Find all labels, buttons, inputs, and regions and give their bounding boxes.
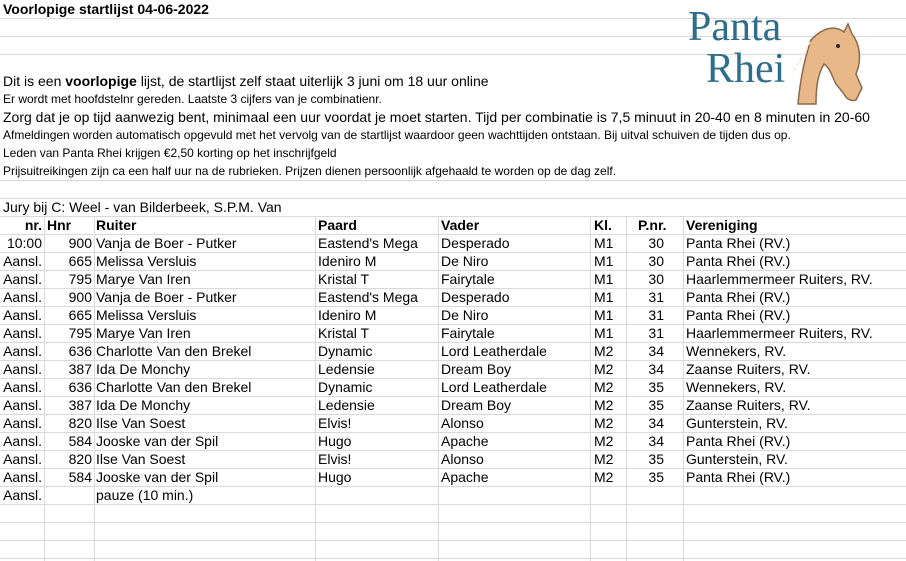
cell-hnr: 900 xyxy=(68,235,92,251)
cell-pnr: 31 xyxy=(648,325,664,341)
cell-nr: Aansl. xyxy=(3,397,42,413)
cell-vader: Desperado xyxy=(441,235,510,251)
cell-kl: M1 xyxy=(594,253,614,269)
cell-vader: Fairytale xyxy=(441,271,495,287)
cell-kl: M1 xyxy=(594,325,614,341)
cell-pnr: 34 xyxy=(648,415,664,431)
cell-kl: M2 xyxy=(594,361,614,377)
cell-nr: Aansl. xyxy=(3,343,42,359)
cell-paard: Elvis! xyxy=(318,415,352,431)
cell-vereniging: Wennekers, RV. xyxy=(686,379,787,395)
cell-vereniging: Zaanse Ruiters, RV. xyxy=(686,361,811,377)
cell-ruiter: Ida De Monchy xyxy=(96,361,191,377)
panta-rhei-logo xyxy=(686,0,886,112)
cell-ruiter: Ilse Van Soest xyxy=(96,451,186,467)
cell-nr: Aansl. xyxy=(3,433,42,449)
header-kl: Kl. xyxy=(594,217,612,233)
cell-ruiter: Jooske van der Spil xyxy=(96,433,219,449)
cell-kl: M2 xyxy=(594,343,614,359)
cell-ruiter: Melissa Versluis xyxy=(96,307,197,323)
cell-kl: M1 xyxy=(594,271,614,287)
cell-vader: De Niro xyxy=(441,307,489,323)
cell-hnr: 795 xyxy=(68,271,92,287)
cell-pnr: 35 xyxy=(648,451,664,467)
cell-vereniging: Wennekers, RV. xyxy=(686,343,787,359)
cell-pnr: 34 xyxy=(648,343,664,359)
cell-nr: Aansl. xyxy=(3,469,42,485)
cell-vereniging: Panta Rhei (RV.) xyxy=(686,253,791,269)
cell-nr: Aansl. xyxy=(3,361,42,377)
cell-paard: Eastend's Mega xyxy=(318,289,418,305)
cell-nr: Aansl. xyxy=(3,325,42,341)
cell-pnr: 31 xyxy=(648,289,664,305)
cell-kl: M2 xyxy=(594,379,614,395)
cell-hnr: 820 xyxy=(68,415,92,431)
jury-line: Jury bij C: Weel - van Bilderbeek, S.P.M. Van xyxy=(3,199,282,215)
cell-kl: M2 xyxy=(594,433,614,449)
header-vader: Vader xyxy=(441,217,480,233)
cell-ruiter: Charlotte Van den Brekel xyxy=(96,379,252,395)
intro-line-4: Afmeldingen worden automatisch opgevuld met het vervolg van de startlijst waardoor geen wachttijden ontstaan. Bij uitval schuiven de tijden dus op. xyxy=(3,128,791,142)
cell-hnr: 665 xyxy=(68,307,92,323)
cell-ruiter: Marye Van Iren xyxy=(96,325,191,341)
cell-pnr: 35 xyxy=(648,469,664,485)
cell-paard: Hugo xyxy=(318,433,352,449)
cell-vader: De Niro xyxy=(441,253,489,269)
cell-hnr: 665 xyxy=(68,253,92,269)
cell-kl: M1 xyxy=(594,235,614,251)
cell-kl: M1 xyxy=(594,289,614,305)
header-nr: nr. xyxy=(24,217,42,233)
cell-pnr: 30 xyxy=(648,271,664,287)
cell-paard: Eastend's Mega xyxy=(318,235,418,251)
cell-ruiter: Melissa Versluis xyxy=(96,253,197,269)
cell-ruiter: Jooske van der Spil xyxy=(96,469,219,485)
cell-vereniging: Gunterstein, RV. xyxy=(686,451,788,467)
cell-nr: Aansl. xyxy=(3,271,42,287)
logo-text-line1: Panta xyxy=(688,4,782,50)
cell-ruiter: Ida De Monchy xyxy=(96,397,191,413)
logo-text-line2: Rhei xyxy=(706,46,786,92)
cell-paard: Ideniro M xyxy=(318,307,377,323)
cell-nr: Aansl. xyxy=(3,307,42,323)
header-vereniging: Vereniging xyxy=(686,217,758,233)
cell-pnr: 35 xyxy=(648,397,664,413)
cell-vader: Alonso xyxy=(441,415,484,431)
cell-hnr: 387 xyxy=(68,397,92,413)
cell-ruiter: pauze (10 min.) xyxy=(96,487,194,503)
cell-nr: Aansl. xyxy=(3,415,42,431)
cell-vereniging: Gunterstein, RV. xyxy=(686,415,788,431)
cell-paard: Dynamic xyxy=(318,343,373,359)
cell-vader: Apache xyxy=(441,469,489,485)
cell-paard: Elvis! xyxy=(318,451,352,467)
cell-paard: Hugo xyxy=(318,469,352,485)
cell-nr: Aansl. xyxy=(3,487,42,503)
cell-paard: Kristal T xyxy=(318,325,370,341)
header-ruiter: Ruiter xyxy=(96,217,137,233)
cell-kl: M2 xyxy=(594,397,614,413)
cell-ruiter: Vanja de Boer - Putker xyxy=(96,235,237,251)
cell-hnr: 795 xyxy=(68,325,92,341)
cell-hnr: 636 xyxy=(68,343,92,359)
cell-ruiter: Marye Van Iren xyxy=(96,271,191,287)
cell-pnr: 30 xyxy=(648,253,664,269)
cell-vereniging: Panta Rhei (RV.) xyxy=(686,469,791,485)
cell-vader: Apache xyxy=(441,433,489,449)
cell-vereniging: Panta Rhei (RV.) xyxy=(686,235,791,251)
cell-pnr: 34 xyxy=(648,361,664,377)
cell-vader: Lord Leatherdale xyxy=(441,379,547,395)
cell-pnr: 30 xyxy=(648,235,664,251)
cell-hnr: 636 xyxy=(68,379,92,395)
page-title: Voorlopige startlijst 04-06-2022 xyxy=(3,1,209,17)
cell-vereniging: Haarlemmermeer Ruiters, RV. xyxy=(686,325,873,341)
cell-pnr: 35 xyxy=(648,379,664,395)
cell-ruiter: Charlotte Van den Brekel xyxy=(96,343,252,359)
cell-vereniging: Panta Rhei (RV.) xyxy=(686,433,791,449)
cell-pnr: 34 xyxy=(648,433,664,449)
cell-vereniging: Zaanse Ruiters, RV. xyxy=(686,397,811,413)
cell-pnr: 31 xyxy=(648,307,664,323)
intro-line-1: Dit is een voorlopige lijst, de startlijst zelf staat uiterlijk 3 juni om 18 uur online xyxy=(3,73,489,89)
cell-vereniging: Haarlemmermeer Ruiters, RV. xyxy=(686,271,873,287)
cell-hnr: 584 xyxy=(68,433,92,449)
cell-vader: Dream Boy xyxy=(441,361,512,377)
cell-paard: Kristal T xyxy=(318,271,370,287)
cell-ruiter: Ilse Van Soest xyxy=(96,415,186,431)
cell-nr: 10:00 xyxy=(6,235,42,251)
cell-hnr: 584 xyxy=(68,469,92,485)
cell-kl: M2 xyxy=(594,469,614,485)
cell-vereniging: Panta Rhei (RV.) xyxy=(686,307,791,323)
cell-vereniging: Panta Rhei (RV.) xyxy=(686,289,791,305)
cell-paard: Ledensie xyxy=(318,361,375,377)
cell-nr: Aansl. xyxy=(3,451,42,467)
cell-vader: Fairytale xyxy=(441,325,495,341)
cell-paard: Ledensie xyxy=(318,397,375,413)
cell-kl: M2 xyxy=(594,451,614,467)
intro-line-5: Leden van Panta Rhei krijgen €2,50 korting op het inschrijfgeld xyxy=(3,146,337,160)
intro-line-6: Prijsuitreikingen zijn ca een half uur na de rubrieken. Prijzen dienen persoonlijk afgehaald te worden op de dag zelf. xyxy=(3,164,617,178)
cell-vader: Desperado xyxy=(441,289,510,305)
intro-line-3: Zorg dat je op tijd aanwezig bent, minimaal een uur voordat je moet starten. Tijd per combinatie is 7,5 minuut in 20-40 en 8 minuten in 20-60 xyxy=(3,109,870,125)
cell-ruiter: Vanja de Boer - Putker xyxy=(96,289,237,305)
cell-nr: Aansl. xyxy=(3,289,42,305)
cell-paard: Ideniro M xyxy=(318,253,377,269)
cell-kl: M1 xyxy=(594,307,614,323)
cell-vader: Dream Boy xyxy=(441,397,512,413)
cell-nr: Aansl. xyxy=(3,253,42,269)
cell-vader: Alonso xyxy=(441,451,484,467)
header-pnr: P.nr. xyxy=(638,217,667,233)
cell-hnr: 820 xyxy=(68,451,92,467)
cell-vader: Lord Leatherdale xyxy=(441,343,547,359)
cell-hnr: 387 xyxy=(68,361,92,377)
cell-nr: Aansl. xyxy=(3,379,42,395)
cell-paard: Dynamic xyxy=(318,379,373,395)
intro-line-2: Er wordt met hoofdstelnr gereden. Laatste 3 cijfers van je combinatienr. xyxy=(3,92,382,106)
header-paard: Paard xyxy=(318,217,357,233)
cell-hnr: 900 xyxy=(68,289,92,305)
cell-kl: M2 xyxy=(594,415,614,431)
header-hnr: Hnr xyxy=(47,217,72,233)
